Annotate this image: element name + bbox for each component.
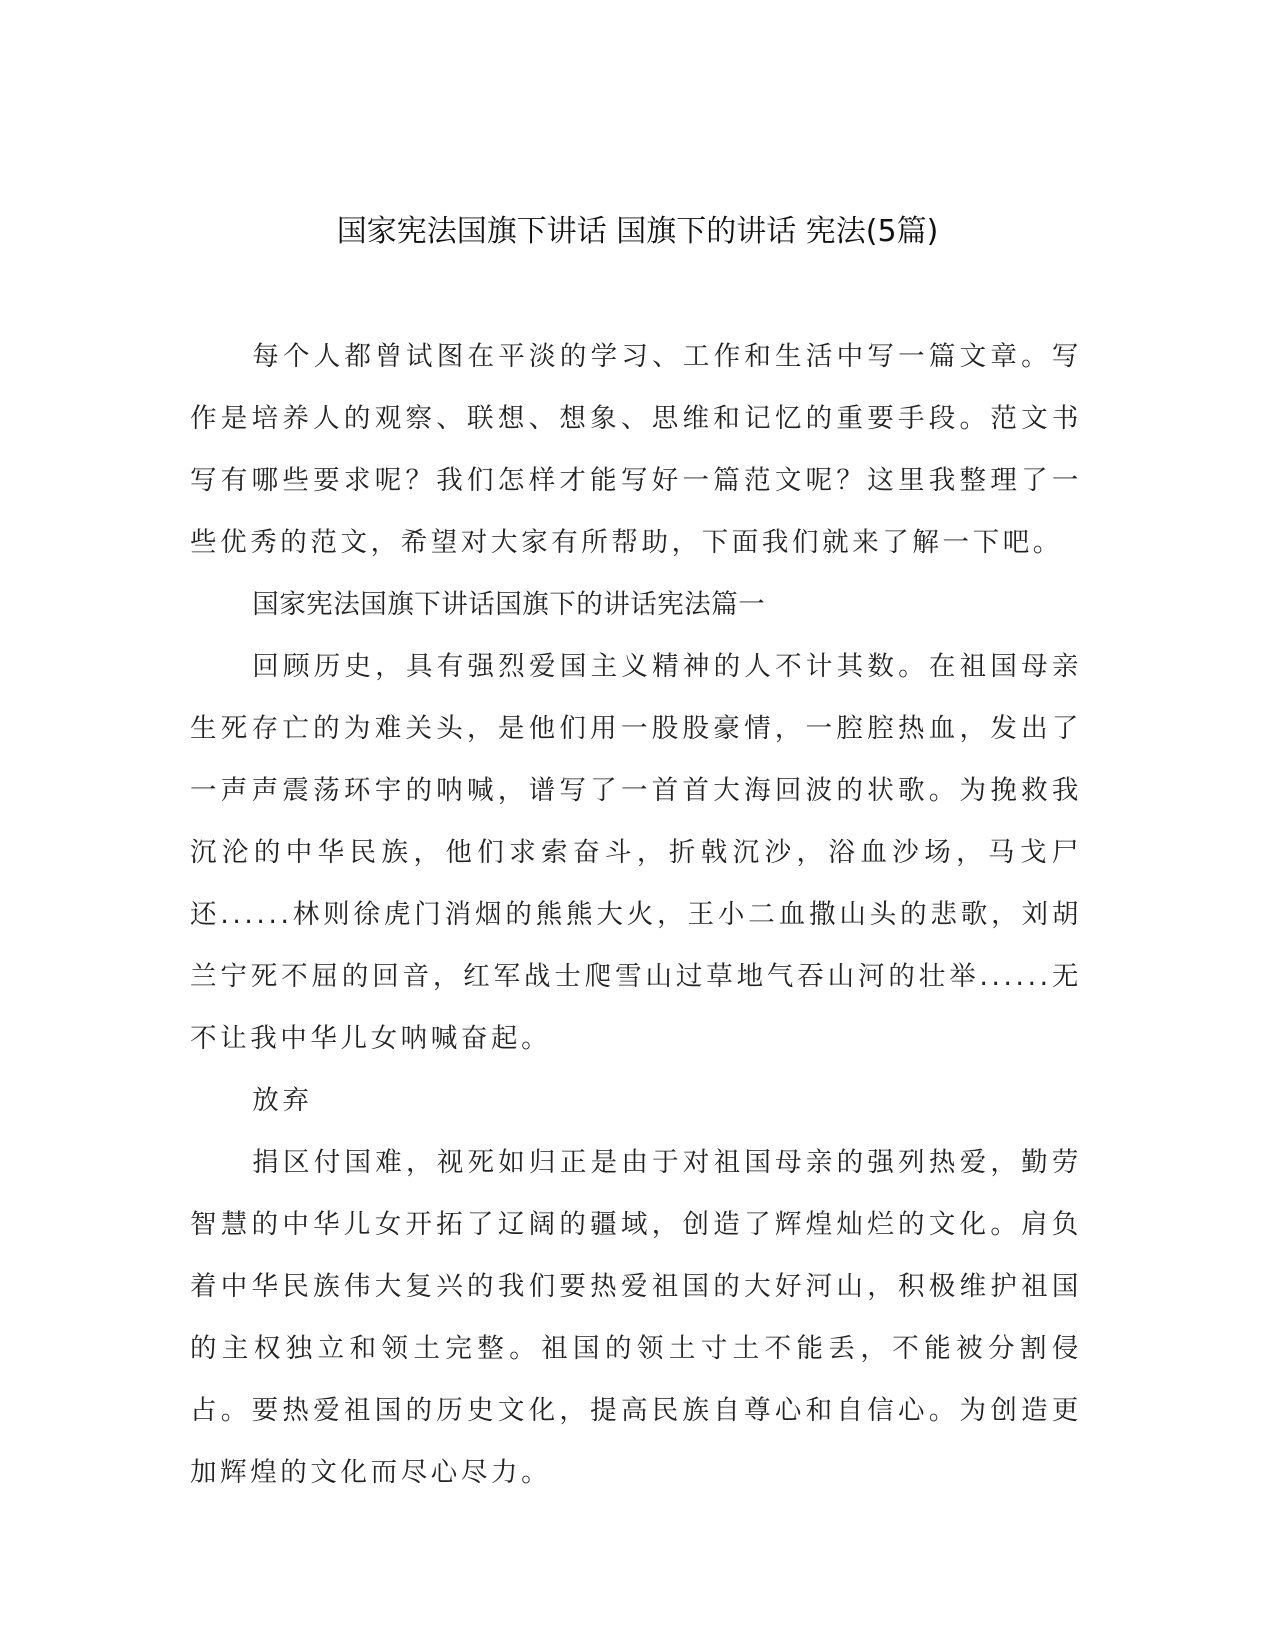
document-title: 国家宪法国旗下讲话 国旗下的讲话 宪法(5篇) [336,214,939,249]
history-paragraph: 回顾历史，具有强烈爱国主义精神的人不计其数。在祖国母亲生死存亡的为难关头，是他们用一股股豪情，一腔腔热血，发出了一声声震荡环宇的呐喊，谱写了一首首大海回波的状歌。为挽救我沉沦的中华民族，他们求索奋斗，折戟沉沙，浴血沙场，马戈尸还......林则徐虎门消烟的熊熊大火，王小二血撒山头的悲歌，刘胡兰宁死不屈的回音，红军战士爬雪山过草地气吞山河的壮举......无不让我中华儿女呐喊奋起。 [190,651,1082,1054]
short-paragraph: 放弃 [252,1085,313,1116]
patriotism-paragraph: 捐区付国难，视死如归正是由于对祖国母亲的强列热爱，勤劳智慧的中华儿女开拓了辽阔的疆域，创造了辉煌灿烂的文化。肩负着中华民族伟大复兴的我们要热爱祖国的大好河山，积极维护祖国的主权独立和领土完整。祖国的领土寸土不能丢，不能被分割侵占。要热爱祖国的历史文化，提高民族自尊心和自信心。为创造更加辉煌的文化而尽心尽力。 [190,1147,1082,1488]
document-body [190,326,1082,1504]
intro-paragraph: 每个人都曾试图在平淡的学习、工作和生活中写一篇文章。写作是培养人的观察、联想、想象、思维和记忆的重要手段。范文书写有哪些要求呢？我们怎样才能写好一篇范文呢？这里我整理了一些优秀的范文，希望对大家有所帮助，下面我们就来了解一下吧。 [190,341,1082,558]
section-heading: 国家宪法国旗下讲话国旗下的讲话宪法篇一 [252,589,766,620]
